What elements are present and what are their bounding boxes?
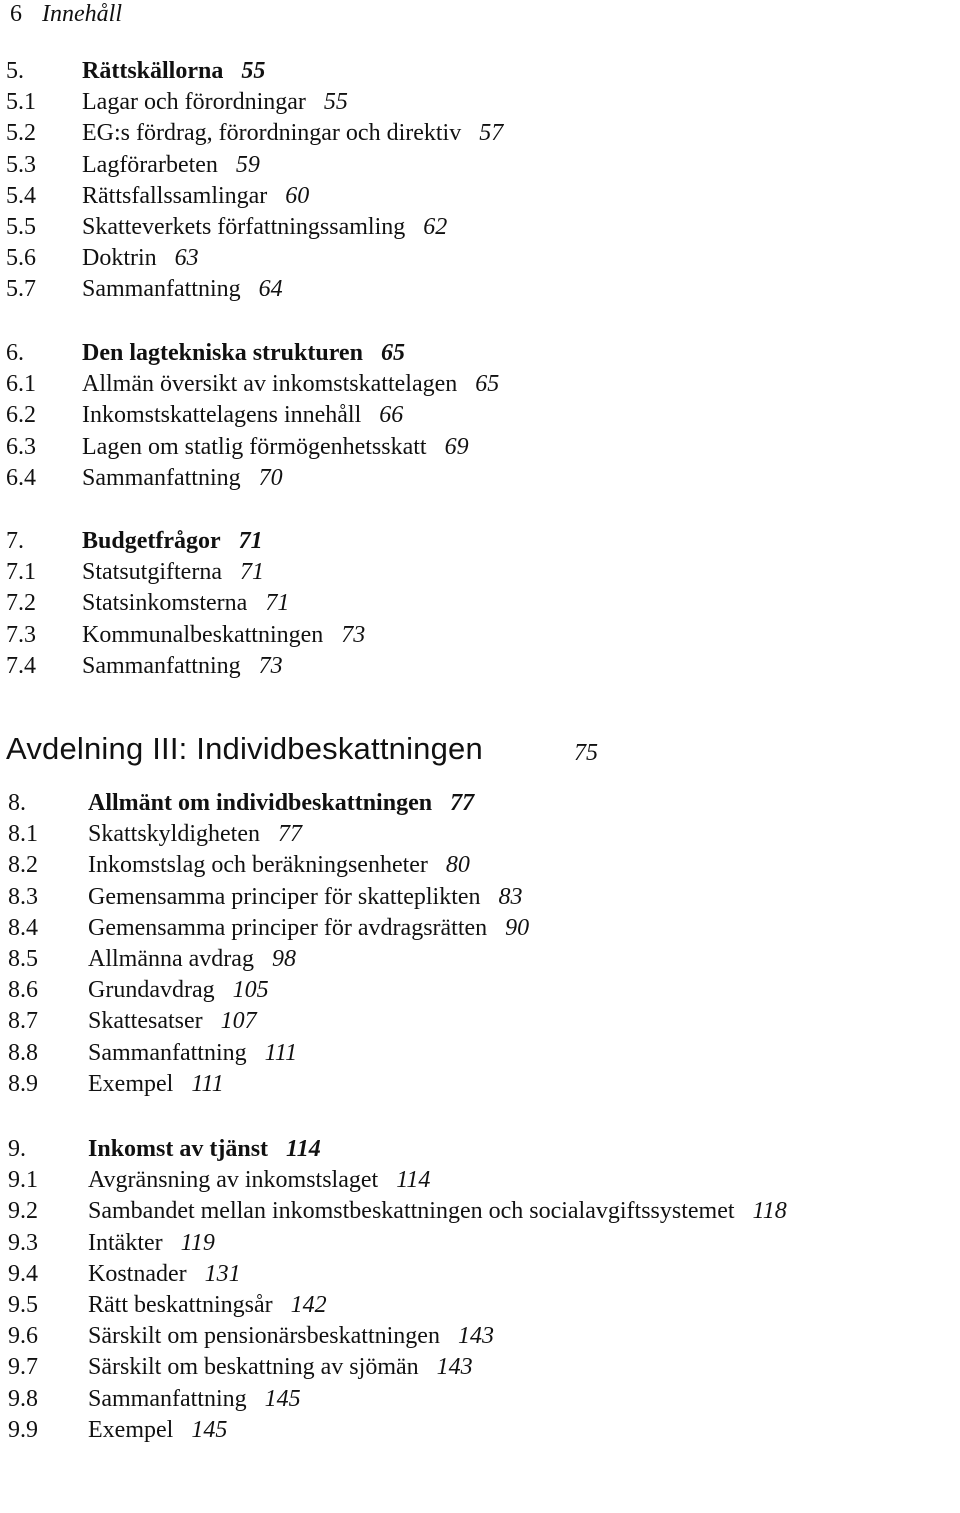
entry-title-text: Allmänt om individbeskattningen bbox=[88, 790, 433, 816]
entry-page-number: 143 bbox=[457, 1323, 494, 1350]
entry-page-number: 71 bbox=[238, 528, 263, 554]
entry-page-number: 69 bbox=[444, 433, 469, 460]
entry-page-number: 73 bbox=[341, 621, 366, 648]
entry-title-text: Sammanfattning bbox=[88, 1385, 247, 1412]
entry-page-number: 63 bbox=[174, 245, 199, 272]
entry-title-text: Särskilt om beskattning av sjömän bbox=[88, 1354, 419, 1381]
entry-number: 8.7 bbox=[8, 1008, 38, 1035]
entry-title bbox=[88, 1134, 321, 1165]
entry-title bbox=[88, 819, 302, 850]
running-header bbox=[10, 0, 122, 28]
entry-number: 8.5 bbox=[8, 945, 38, 972]
entry-title-text: Sambandet mellan inkomstbeskattningen och socialavgiftssystemet bbox=[88, 1198, 735, 1225]
entry-page-number: 77 bbox=[277, 821, 302, 848]
entry-title bbox=[88, 788, 474, 819]
entry-title bbox=[82, 150, 260, 181]
entry-page-number: 142 bbox=[290, 1291, 327, 1318]
entry-number: 7.3 bbox=[6, 621, 36, 648]
entry-page-number: 73 bbox=[258, 652, 283, 679]
entry-title bbox=[88, 1006, 257, 1037]
entry-page-number: 55 bbox=[241, 58, 266, 84]
entry-title-text: Särskilt om pensionärsbeskattningen bbox=[88, 1323, 440, 1350]
entry-title bbox=[88, 975, 269, 1006]
entry-title-text: Exempel bbox=[88, 1416, 174, 1443]
entry-title bbox=[82, 212, 447, 243]
entry-title bbox=[82, 463, 283, 494]
entry-title-text: Inkomstslag och beräkningsenheter bbox=[88, 852, 428, 879]
entry-title-text: Avgränsning av inkomstslaget bbox=[88, 1167, 379, 1194]
entry-title-text: Statsinkomsterna bbox=[82, 590, 248, 617]
entry-number: 9.9 bbox=[8, 1416, 38, 1443]
entry-title-text: Skatteverkets författningssamling bbox=[82, 213, 406, 240]
entry-title bbox=[88, 1259, 241, 1290]
entry-title bbox=[82, 651, 283, 682]
entry-page-number: 65 bbox=[380, 340, 405, 366]
entry-title bbox=[88, 1321, 494, 1352]
entry-title-text: Sammanfattning bbox=[82, 276, 241, 303]
entry-title bbox=[88, 1228, 215, 1259]
entry-title-text: Allmänna avdrag bbox=[88, 945, 254, 972]
entry-number: 8.2 bbox=[8, 852, 38, 879]
entry-title bbox=[82, 87, 348, 118]
entry-number: 7.4 bbox=[6, 652, 36, 679]
entry-page-number: 57 bbox=[479, 120, 504, 147]
entry-number: 5.2 bbox=[6, 120, 36, 147]
entry-title bbox=[82, 557, 264, 588]
entry-title bbox=[88, 1290, 327, 1321]
entry-title-text: Rättskällorna bbox=[82, 58, 224, 84]
entry-title-text: Grundavdrag bbox=[88, 977, 215, 1004]
entry-title-text: Kommunalbeskattningen bbox=[82, 621, 324, 648]
entry-title bbox=[82, 432, 469, 463]
entry-number: 9.8 bbox=[8, 1385, 38, 1412]
entry-title-text: Inkomstskattelagens innehåll bbox=[82, 402, 362, 429]
entry-number: 8.8 bbox=[8, 1039, 38, 1066]
entry-page-number: 77 bbox=[450, 790, 475, 816]
entry-number: 5.5 bbox=[6, 213, 36, 240]
entry-title bbox=[88, 1352, 473, 1383]
entry-title-text: Sammanfattning bbox=[82, 464, 241, 491]
entry-page-number: 80 bbox=[445, 852, 470, 879]
entry-title bbox=[88, 850, 470, 881]
entry-number: 8.3 bbox=[8, 883, 38, 910]
entry-title-text: Lagar och förordningar bbox=[82, 89, 306, 116]
entry-title-text: Gemensamma principer för skatteplikten bbox=[88, 883, 481, 910]
part-heading bbox=[6, 727, 598, 771]
entry-page-number: 83 bbox=[498, 883, 523, 910]
entry-number: 9.3 bbox=[8, 1229, 38, 1256]
entry-page-number: 119 bbox=[180, 1229, 215, 1256]
entry-page-number: 65 bbox=[475, 371, 500, 398]
entry-page-number: 118 bbox=[752, 1198, 787, 1225]
entry-page-number: 62 bbox=[423, 213, 448, 240]
entry-title bbox=[88, 913, 529, 944]
entry-title-text: Rätt beskattningsår bbox=[88, 1291, 273, 1318]
entry-page-number: 66 bbox=[379, 402, 404, 429]
entry-page-number: 98 bbox=[271, 945, 296, 972]
entry-title bbox=[88, 1038, 297, 1069]
entry-page-number: 145 bbox=[191, 1416, 228, 1443]
entry-title bbox=[82, 526, 263, 557]
part-page-number: 75 bbox=[574, 740, 598, 766]
entry-title bbox=[82, 118, 503, 149]
entry-number: 9.6 bbox=[8, 1323, 38, 1350]
entry-number: 9. bbox=[8, 1136, 26, 1162]
entry-number: 9.4 bbox=[8, 1260, 38, 1287]
entry-title-text: Exempel bbox=[88, 1070, 174, 1097]
entry-title bbox=[82, 620, 365, 651]
entry-title-text: Skattesatser bbox=[88, 1008, 203, 1035]
entry-title bbox=[88, 882, 523, 913]
entry-title bbox=[82, 56, 265, 87]
entry-number: 8.4 bbox=[8, 914, 38, 941]
entry-page-number: 107 bbox=[220, 1008, 257, 1035]
entry-title-text: Kostnader bbox=[88, 1260, 187, 1287]
entry-number: 8.9 bbox=[8, 1070, 38, 1097]
entry-title bbox=[82, 243, 199, 274]
entry-number: 8.6 bbox=[8, 977, 38, 1004]
entry-title bbox=[88, 1069, 224, 1100]
entry-page-number: 145 bbox=[264, 1385, 301, 1412]
entry-title-text: Lagförarbeten bbox=[82, 151, 218, 178]
entry-page-number: 114 bbox=[286, 1136, 321, 1162]
entry-title-text: Gemensamma principer för avdragsrätten bbox=[88, 914, 488, 941]
entry-page-number: 71 bbox=[239, 559, 264, 586]
entry-page-number: 64 bbox=[258, 276, 283, 303]
entry-title bbox=[88, 1165, 430, 1196]
entry-page-number: 131 bbox=[204, 1260, 241, 1287]
entry-title-text: Intäkter bbox=[88, 1229, 163, 1256]
entry-number: 5. bbox=[6, 58, 24, 84]
entry-number: 9.5 bbox=[8, 1291, 38, 1318]
entry-number: 5.4 bbox=[6, 182, 36, 209]
part-title: Avdelning III: Individbeskattningen bbox=[6, 731, 483, 766]
entry-title-text: Statsutgifterna bbox=[82, 559, 222, 586]
entry-title bbox=[88, 1196, 787, 1227]
entry-title bbox=[82, 369, 499, 400]
entry-page-number: 71 bbox=[265, 590, 290, 617]
entry-number: 7. bbox=[6, 528, 24, 554]
entry-page-number: 105 bbox=[232, 977, 269, 1004]
entry-number: 6.2 bbox=[6, 402, 36, 429]
page-number: 6 bbox=[10, 1, 22, 27]
entry-title bbox=[82, 181, 309, 212]
entry-number: 5.1 bbox=[6, 89, 36, 116]
entry-number: 6.3 bbox=[6, 433, 36, 460]
entry-title bbox=[88, 1415, 227, 1446]
entry-page-number: 70 bbox=[258, 464, 283, 491]
entry-number: 8.1 bbox=[8, 821, 38, 848]
entry-title-text: Sammanfattning bbox=[88, 1039, 247, 1066]
entry-number: 6.1 bbox=[6, 371, 36, 398]
entry-title-text: Rättsfallssamlingar bbox=[82, 182, 268, 209]
entry-title-text: Den lagtekniska strukturen bbox=[82, 340, 363, 366]
entry-page-number: 114 bbox=[396, 1167, 431, 1194]
entry-number: 7.2 bbox=[6, 590, 36, 617]
entry-page-number: 143 bbox=[436, 1354, 473, 1381]
entry-title-text: Lagen om statlig förmögenhetsskatt bbox=[82, 433, 427, 460]
entry-number: 9.1 bbox=[8, 1167, 38, 1194]
entry-title-text: Skattskyldigheten bbox=[88, 821, 260, 848]
entry-page-number: 90 bbox=[505, 914, 530, 941]
entry-number: 9.7 bbox=[8, 1354, 38, 1381]
entry-number: 7.1 bbox=[6, 559, 36, 586]
entry-number: 8. bbox=[8, 790, 26, 816]
entry-number: 9.2 bbox=[8, 1198, 38, 1225]
entry-page-number: 55 bbox=[323, 89, 348, 116]
entry-number: 5.6 bbox=[6, 245, 36, 272]
entry-title bbox=[82, 588, 289, 619]
entry-title bbox=[82, 400, 403, 431]
entry-page-number: 111 bbox=[264, 1039, 298, 1066]
entry-title bbox=[88, 944, 296, 975]
entry-number: 5.7 bbox=[6, 276, 36, 303]
entry-title-text: Budgetfrågor bbox=[82, 528, 221, 554]
entry-page-number: 111 bbox=[191, 1070, 224, 1097]
entry-title bbox=[88, 1384, 301, 1415]
entry-title bbox=[82, 338, 405, 369]
entry-title-text: Doktrin bbox=[82, 245, 157, 272]
entry-number: 5.3 bbox=[6, 151, 36, 178]
entry-title-text: Sammanfattning bbox=[82, 652, 241, 679]
entry-title bbox=[82, 274, 283, 305]
entry-title-text: Inkomst av tjänst bbox=[88, 1136, 269, 1162]
entry-page-number: 60 bbox=[285, 182, 310, 209]
entry-number: 6. bbox=[6, 340, 24, 366]
entry-title-text: EG:s fördrag, förordningar och direktiv bbox=[82, 120, 462, 147]
entry-page-number: 59 bbox=[235, 151, 260, 178]
entry-number: 6.4 bbox=[6, 464, 36, 491]
running-title: Innehåll bbox=[42, 1, 122, 27]
entry-title-text: Allmän översikt av inkomstskattelagen bbox=[82, 371, 458, 398]
